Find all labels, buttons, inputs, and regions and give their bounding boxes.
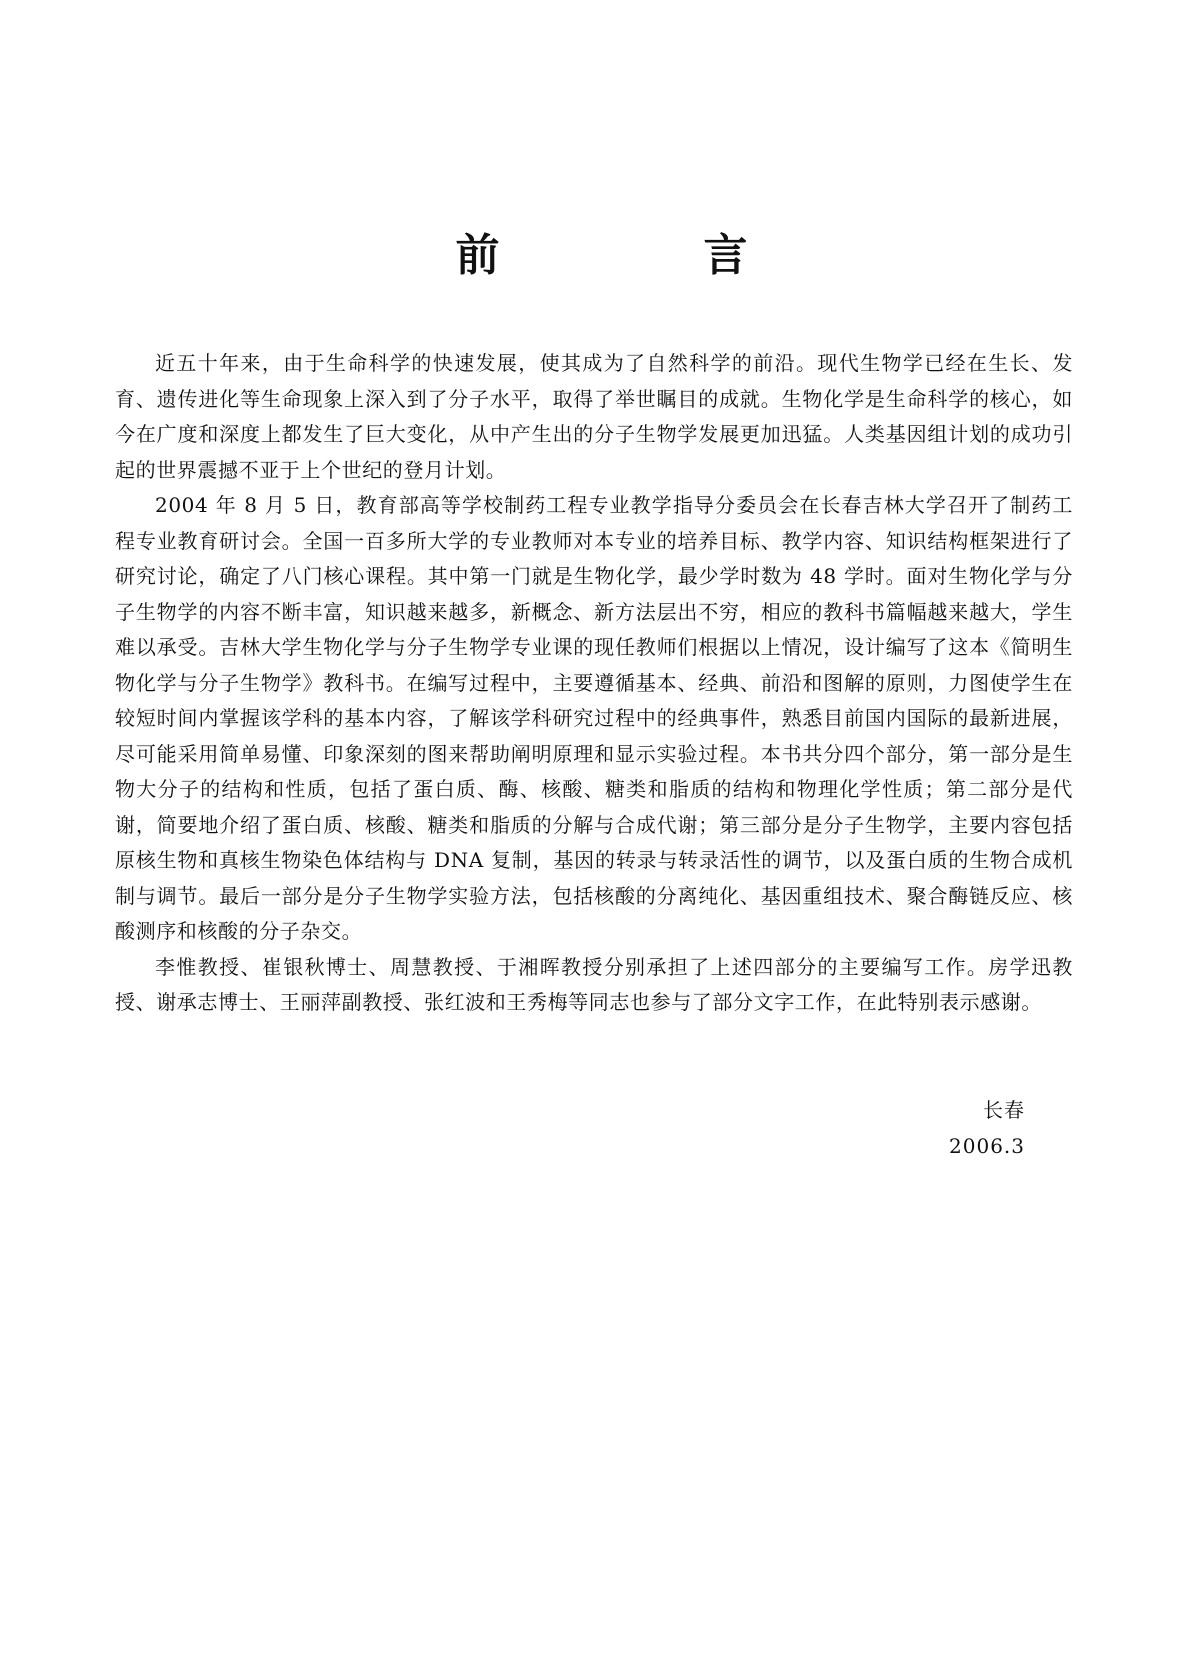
paragraph-3: 李惟教授、崔银秋博士、周慧教授、于湘晖教授分别承担了上述四部分的主要编写工作。房学迅教授、谢承志博士、王丽萍副教授、张红波和王秀梅等同志也参与了部分文字工作，在此特别表示感谢。 bbox=[115, 954, 1073, 1014]
signature-place: 长春 bbox=[983, 1098, 1025, 1122]
preface-body bbox=[115, 346, 1073, 1021]
signature-block bbox=[949, 1092, 1025, 1164]
page-title: 前 言 bbox=[455, 230, 828, 281]
signature-date: 2006.3 bbox=[949, 1134, 1025, 1158]
paragraph-2: 2004 年 8 月 5 日，教育部高等学校制药工程专业教学指导分委员会在长春吉林大学召开了制药工程专业教育研讨会。全国一百多所大学的专业教师对本专业的培养目标、教学内容、知识结构框架进行了研究讨论，确定了八门核心课程。其中第一门就是生物化学，最少学时数为 48 学时。面对生物化学与分子生物学的内容不断丰富，知识越来越多，新概念、新方法层出不穷，相应的教科书篇幅越来越大，学生难以承受。吉林大学生物化学与分子生物学专业课的现任教师们根据以上情况，设计编写了这本《简明生物化学与分子生物学》教科书。在编写过程中，主要遵循基本、经典、前沿和图解的原则，力图使学生在较短时间内掌握该学科的基本内容，了解该学科研究过程中的经典事件，熟悉目前国内国际的最新进展，尽可能采用简单易懂、印象深刻的图来帮助阐明原理和显示实验过程。本书共分四个部分，第一部分是生物大分子的结构和性质，包括了蛋白质、酶、核酸、糖类和脂质的结构和物理化学性质；第二部分是代谢，简要地介绍了蛋白质、核酸、糖类和脂质的分解与合成代谢；第三部分是分子生物学，主要内容包括原核生物和真核生物染色体结构与 DNA 复制，基因的转录与转录活性的调节，以及蛋白质的生物合成机制与调节。最后一部分是分子生物学实验方法，包括核酸的分离纯化、基因重组技术、聚合酶链反应、核酸测序和核酸的分子杂交。 bbox=[115, 493, 1073, 943]
paragraph-1: 近五十年来，由于生命科学的快速发展，使其成为了自然科学的前沿。现代生物学已经在生长、发育、遗传进化等生命现象上深入到了分子水平，取得了举世瞩目的成就。生物化学是生命科学的核心，如今在广度和深度上都发生了巨大变化，从中产生出的分子生物学发展更加迅猛。人类基因组计划的成功引起的世界震撼不亚于上个世纪的登月计划。 bbox=[115, 351, 1073, 482]
